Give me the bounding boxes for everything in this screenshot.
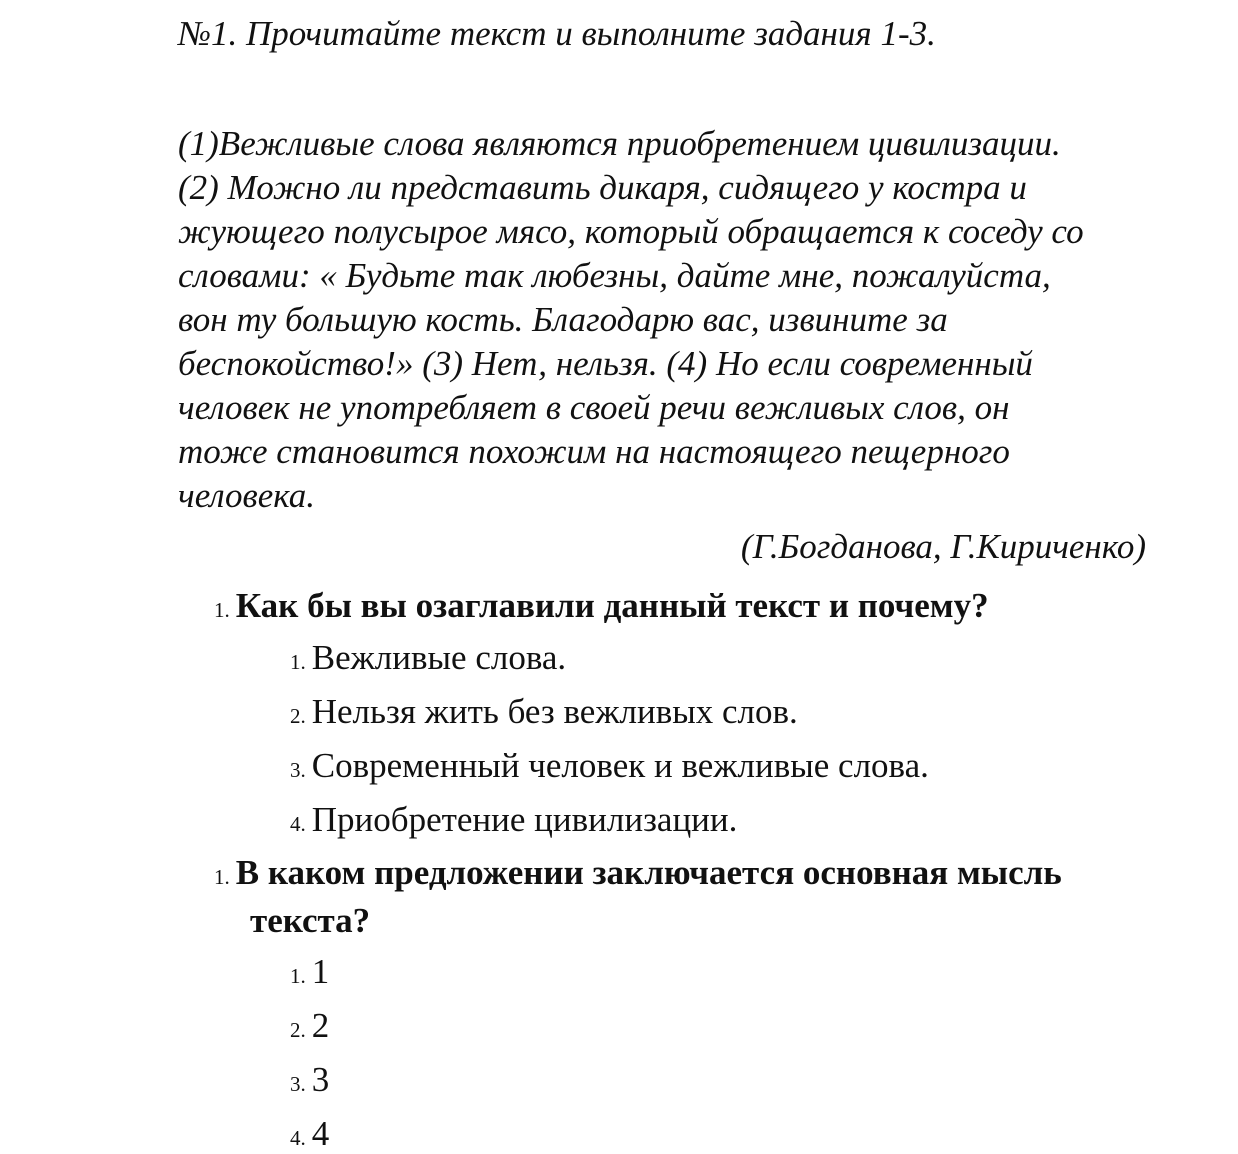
option-text: 3 (311, 1060, 330, 1099)
option-number: 1. (290, 964, 306, 988)
question-text: В каком предложении заключается основная мысль (235, 853, 1062, 892)
passage-line: вон ту большую кость. Благодарю вас, извините за (178, 300, 948, 339)
passage-line: словами: « Будьте так любезны, дайте мне, пожалуйста, (178, 256, 1051, 295)
question-1-option-1 (290, 638, 566, 678)
question-number: 1. (214, 865, 230, 889)
option-text: Вежливые слова. (311, 638, 567, 677)
option-number: 4. (290, 1126, 306, 1150)
option-text: Приобретение цивилизации. (311, 800, 738, 839)
option-text: 2 (311, 1006, 330, 1045)
passage-author: (Г.Богданова, Г.Кириченко) (740, 527, 1146, 566)
question-2-option-2 (290, 1006, 329, 1046)
option-number: 2. (290, 704, 306, 728)
option-number: 3. (290, 758, 306, 782)
option-number: 4. (290, 812, 306, 836)
option-text: Современный человек и вежливые слова. (311, 746, 929, 785)
passage-line: человек не употребляет в своей речи вежливых слов, он (178, 388, 1010, 427)
passage-line: (1)Вежливые слова являются приобретением цивилизации. (178, 124, 1061, 163)
question-1-option-4 (290, 800, 737, 840)
question-1-option-3 (290, 746, 929, 786)
question-2-option-4 (290, 1114, 329, 1154)
task-heading: №1. Прочитайте текст и выполните задания 1-3. (178, 14, 936, 53)
question-2-option-3 (290, 1060, 329, 1100)
reading-passage (178, 122, 1168, 518)
question-2-option-1 (290, 952, 329, 992)
passage-line: жующего полусырое мясо, который обращается к соседу со (178, 212, 1084, 251)
question-1 (214, 584, 989, 632)
question-text-continuation: текста? (250, 901, 371, 940)
option-text: Нельзя жить без вежливых слов. (311, 692, 798, 731)
question-text: Как бы вы озаглавили данный текст и почему? (235, 586, 989, 625)
passage-line: тоже становится похожим на настоящего пещерного (178, 432, 1010, 471)
passage-line: человека. (178, 476, 316, 515)
question-1-option-2 (290, 692, 798, 732)
passage-line: (2) Можно ли представить дикаря, сидящего у костра и (178, 168, 1027, 207)
question-2 (214, 851, 1062, 943)
passage-line: беспокойство!» (3) Нет, нельзя. (4) Но если современный (178, 344, 1033, 383)
option-text: 4 (311, 1114, 330, 1153)
option-text: 1 (311, 952, 330, 991)
option-number: 2. (290, 1018, 306, 1042)
option-number: 3. (290, 1072, 306, 1096)
question-number: 1. (214, 598, 230, 622)
option-number: 1. (290, 650, 306, 674)
